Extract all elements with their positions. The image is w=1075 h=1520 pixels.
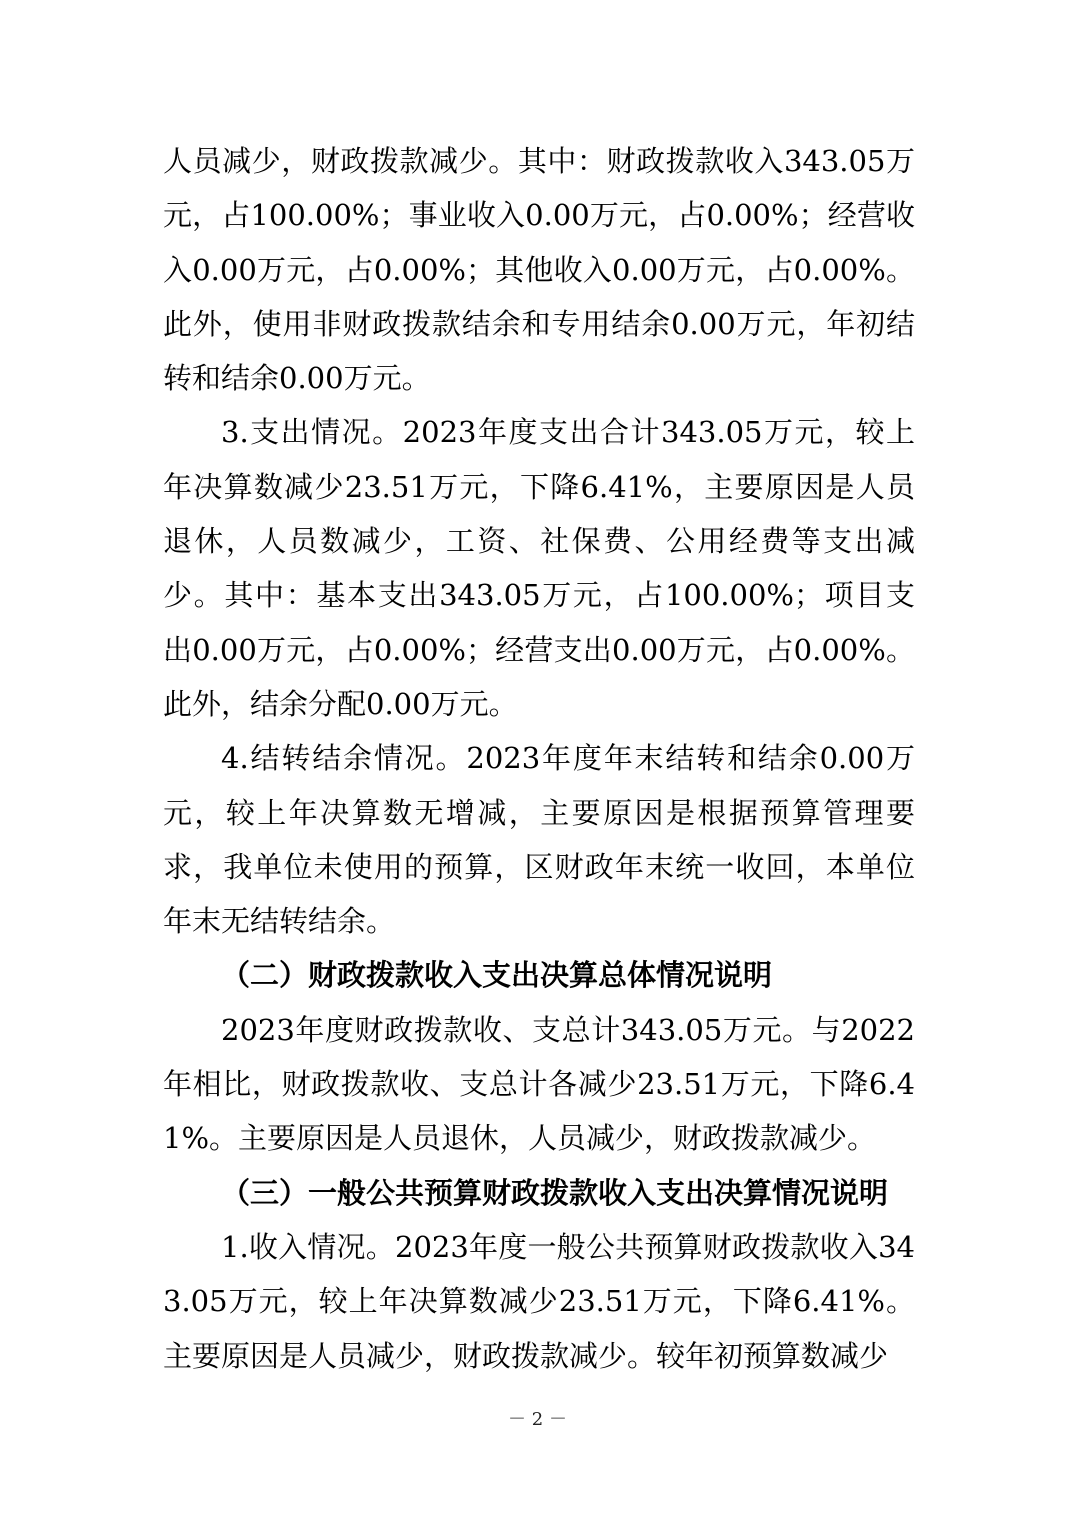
section-heading-3: （三）一般公共预算财政拨款收入支出决算情况说明 — [221, 1175, 889, 1210]
paragraph-carryover-balance: 4.结转结余情况。2023年度年末结转和结余0.00万元，较上年决算数无增减，主要原因是根据预算管理要求，我单位未使用的预算，区财政年末统一收回，本单位年末无结转结余。 — [163, 741, 915, 939]
page-number: － 2 － — [508, 1409, 567, 1430]
section-heading-2: （二）财政拨款收入支出决算总体情况说明 — [221, 958, 773, 993]
paragraph-expenditure: 3.支出情况。2023年度支出合计343.05万元，较上年决算数减少23.51万元，下降6.41%，主要原因是人员退休，人员数减少，工资、社保费、公用经费等支出减少。其中：基本支出343.05万元，占100.00%；项目支出0.00万元，占0.00%；经营支出0.00万元，占0.00%。此外，结余分配0.00万元。 — [163, 415, 915, 721]
document-body — [163, 134, 915, 1383]
paragraph-income-continuation: 人员减少，财政拨款减少。其中：财政拨款收入343.05万元，占100.00%；事业收入0.00万元，占0.00%；经营收入0.00万元，占0.00%；其他收入0.00万元，占0.00%。此外，使用非财政拨款结余和专用结余0.00万元，年初结转和结余0.00万元。 — [163, 144, 915, 396]
paragraph-fiscal-total: 2023年度财政拨款收、支总计343.05万元。与2022年相比，财政拨款收、支总计各减少23.51万元，下降6.41%。主要原因是人员退休，人员减少，财政拨款减少。 — [163, 1012, 915, 1156]
paragraph-general-budget-income: 1.收入情况。2023年度一般公共预算财政拨款收入343.05万元，较上年决算数减少23.51万元，下降6.41%。主要原因是人员减少，财政拨款减少。较年初预算数减少 — [163, 1229, 915, 1373]
